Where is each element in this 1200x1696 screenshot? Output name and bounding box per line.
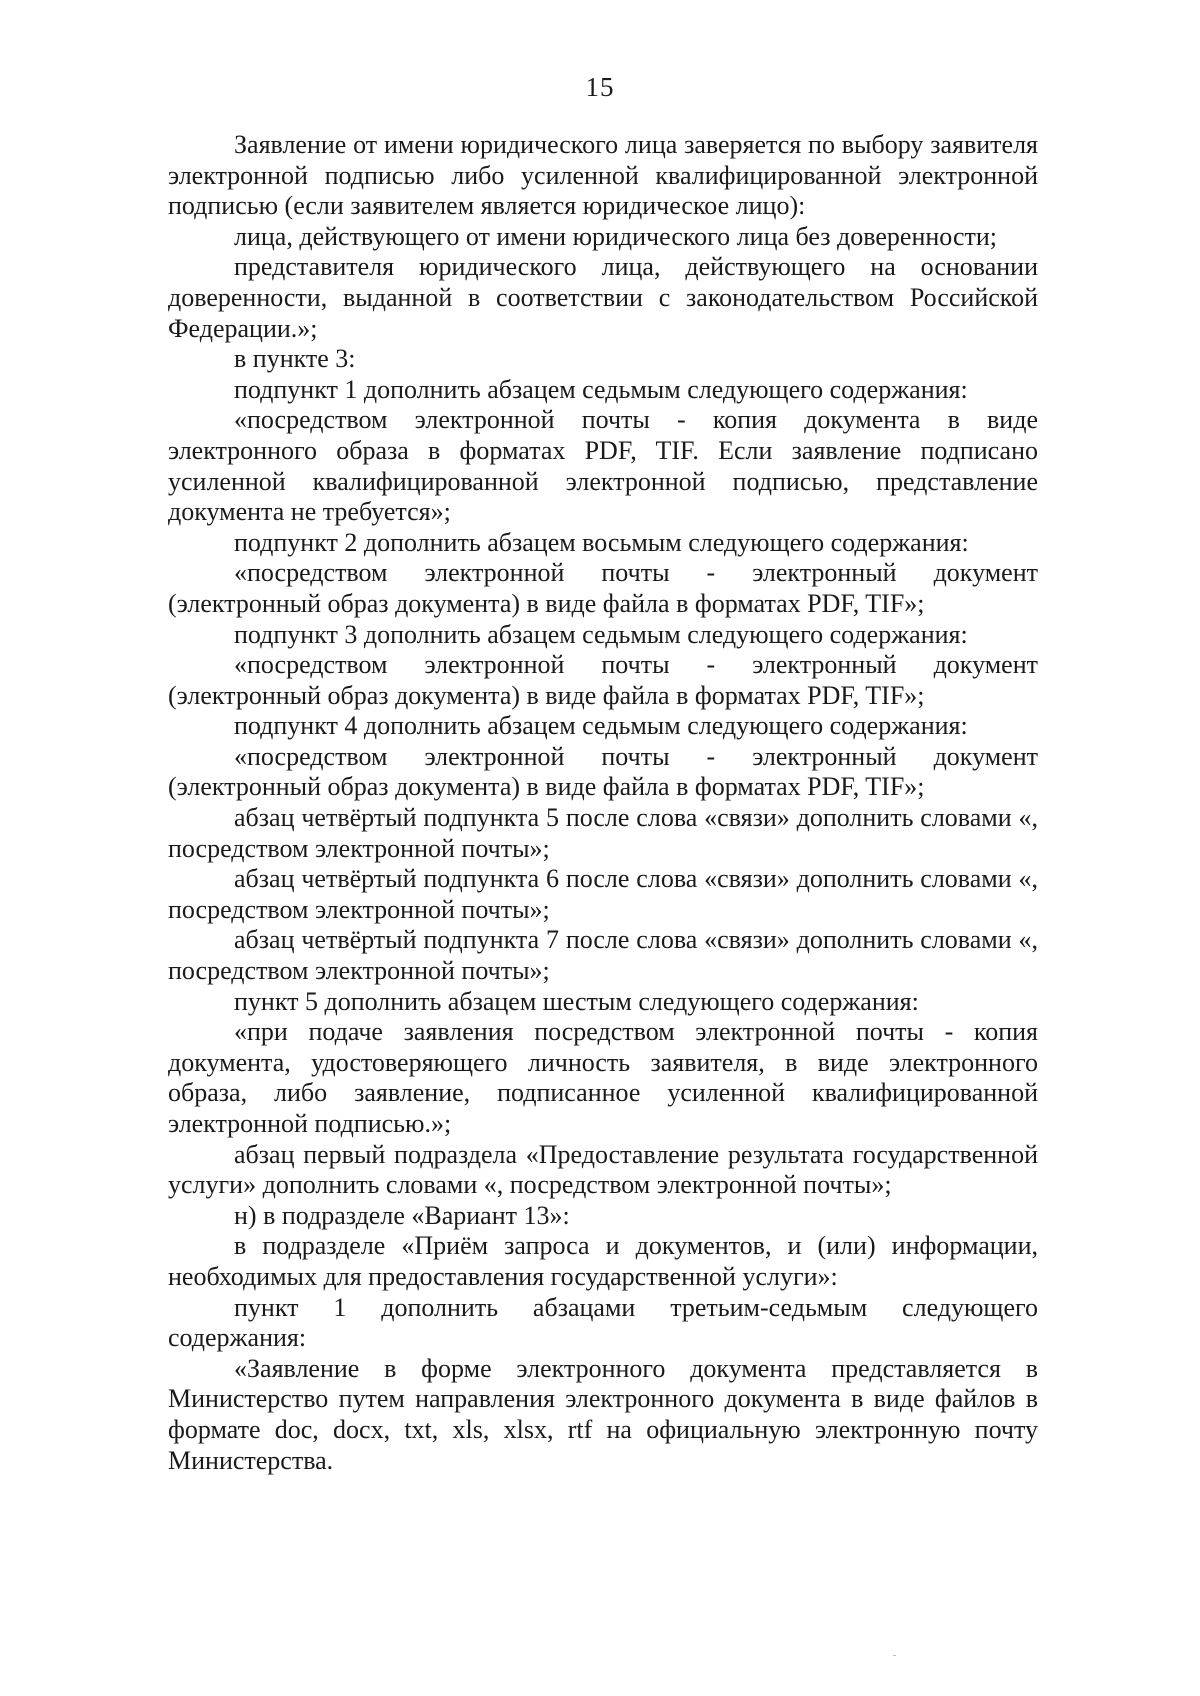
paragraph: Заявление от имени юридического лица заверяется по выбору заявителя электронной подписью либо усиленной квалифицированной электронной подписью (если заявителем является юридическое лицо): (168, 130, 1038, 221)
paragraph: «посредством электронной почты - электронный документ (электронный образ документа) в виде файла в форматах PDF, TIF»; (168, 741, 1038, 802)
paragraph: абзац четвёртый подпункта 6 после слова «связи» дополнить словами «, посредством электронной почты»; (168, 864, 1038, 924)
paragraph: «посредством электронной почты - электронный документ (электронный образ документа) в виде файла в форматах PDF, TIF»; (168, 650, 1038, 710)
paragraph: подпункт 1 дополнить абзацем седьмым следующего содержания: (234, 374, 968, 404)
paragraph: представителя юридического лица, действующего на основании доверенности, выданной в соответствии с законодательством Российской Федерации.»; (168, 252, 1038, 343)
paragraph: абзац четвёртый подпункта 7 после слова «связи» дополнить словами «, посредством электронной почты»; (168, 925, 1038, 986)
paragraph: «при подаче заявления посредством электронной почты - копия документа, удостоверяющего личность заявителя, в виде электронного образа, либо заявление, подписанное усиленной квалифицированной электронной подписью.»; (168, 1017, 1038, 1138)
paragraph: н) в подразделе «Вариант 13»: (234, 1200, 570, 1230)
paragraph: «посредством электронной почты - копия документа в виде электронного образа в форматах PDF, TIF. Если заявление подписано усиленной квалифицированной электронной подписью, представление документа не требуется»; (168, 405, 1038, 527)
paragraph: лица, действующего от имени юридического лица без доверенности; (234, 221, 997, 251)
paragraph: подпункт 3 дополнить абзацем седьмым следующего содержания: (234, 619, 968, 649)
paragraph: в подразделе «Приём запроса и документов, и (или) информации, необходимых для предоставления государственной услуги»: (168, 1231, 1038, 1291)
paragraph: «посредством электронной почты - электронный документ (электронный образ документа) в виде файла в форматах PDF, TIF»; (168, 558, 1038, 618)
paragraph: пункт 5 дополнить абзацем шестым следующего содержания: (234, 986, 919, 1016)
paragraph: пункт 1 дополнить абзацами третьим-седьмым следующего содержания: (168, 1292, 1038, 1353)
paragraph: подпункт 4 дополнить абзацем седьмым следующего содержания: (234, 711, 968, 741)
paragraph: абзац первый подраздела «Предоставление результата государственной услуги» дополнить словами «, посредством электронной почты»; (168, 1139, 1038, 1200)
page-number: 15 (585, 72, 615, 102)
paragraph: «Заявление в форме электронного документа представляется в Министерство путем направления электронного документа в виде файлов в формате doc, docx, txt, xls, xlsx, rtf на официальную электронную почту Министерства. (168, 1353, 1038, 1475)
paragraph: в пункте 3: (234, 344, 356, 374)
document-body (168, 130, 1038, 1476)
scan-speck (893, 1655, 896, 1656)
paragraph: подпункт 2 дополнить абзацем восьмым следующего содержания: (234, 527, 969, 557)
paragraph: абзац четвёртый подпункта 5 после слова «связи» дополнить словами «, посредством электронной почты»; (168, 803, 1038, 863)
